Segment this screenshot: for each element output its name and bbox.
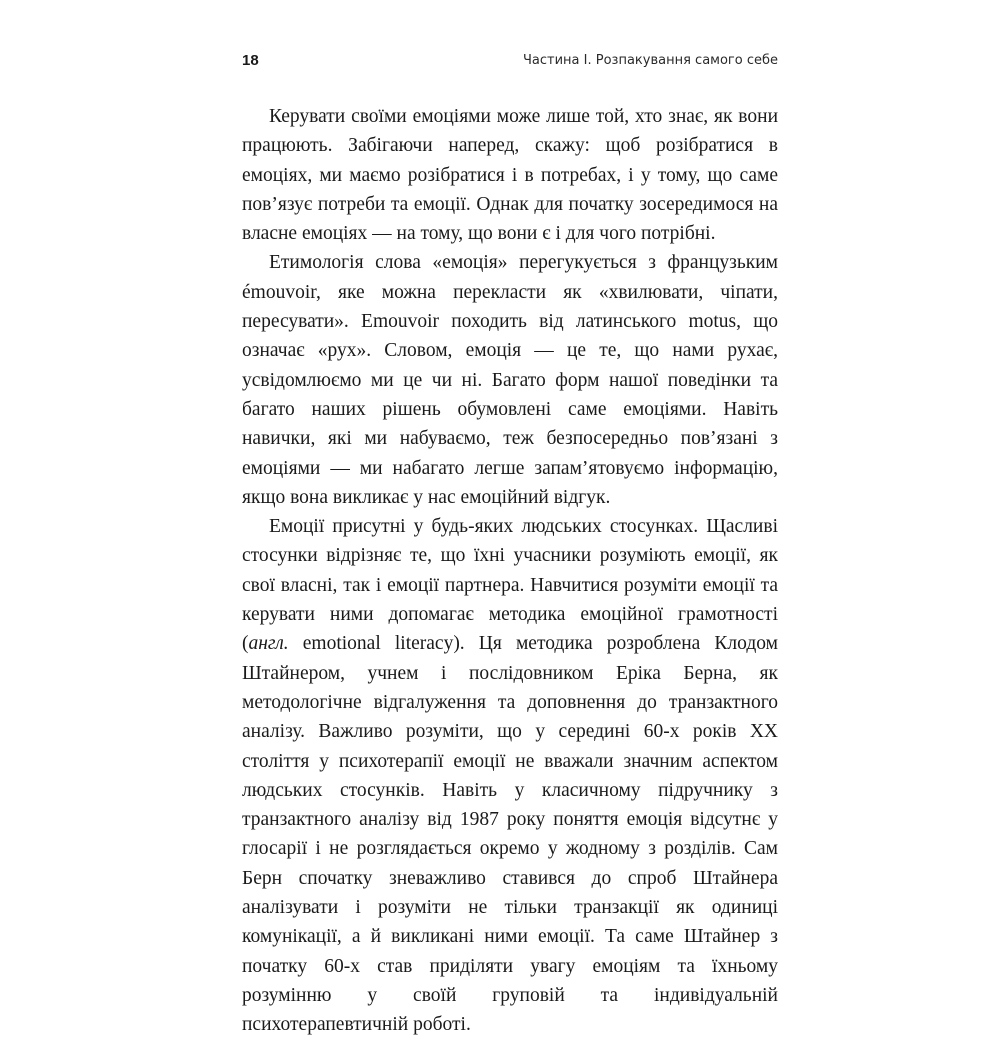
abbreviation-english: англ. <box>248 633 289 655</box>
paragraph-2: Етимологія слова «емоція» перегукується з французьким émouvoir, яке можна перекласти як «хвилювати, чіпати, пересувати». Emouvoir походить від латинського motus, що означає «рух». Словом, емоція — це те, що нами рухає, усвідомлюємо ми це чи ні. Багато форм нашої поведінки та багато наших рішень обумовлені саме емоціями. Навіть навички, які ми набуваємо, теж безпосередньо пов’язані з емоціями — ми набагато легше запам’ятовуємо інформацію, якщо вона викликає у нас емоційний відгук. <box>242 252 778 508</box>
paragraph-3 <box>242 512 778 1039</box>
running-header: Частина І. Розпакування самого себе <box>523 53 778 68</box>
paragraph-3-text-a: Емоції присутні у будь-яких людських стосунках. Щасливі стосунки відрізняє те, що їхні учасники розуміють емоції, як свої власні, так і емоції партнера. Навчитися розуміти емоції та керувати ними допомагає методика емоційної грамотності ( <box>242 516 778 655</box>
page-number: 18 <box>242 52 259 69</box>
body-text <box>242 102 778 1040</box>
paragraph-1: Керувати своїми емоціями може лише той, хто знає, як вони працюють. Забігаючи наперед, скажу: щоб розібратися в емоціях, ми маємо розібратися і в потребах, і у тому, що саме пов’язує потреби та емоції. Однак для початку зосередимося на власне емоціях — на тому, що вони є і для чого потрібні. <box>242 106 778 245</box>
paragraph-3-text-b: emotional literacy). Ця методика розроблена Клодом Штайнером, учнем і послідовником Еріка Берна, як методологічне відгалуження та доповнення до транзактного аналізу. Важливо розуміти, що у середині 60-х років XX століття у психотерапії емоції не вважали значним аспектом людських стосунків. Навіть у класичному підручнику з транзактного аналізу від 1987 року поняття емоція відсутнє у глосарії і не розглядається окремо у жодному з розділів. Сам Берн спочатку зневажливо ставився до спроб Штайнера аналізувати і розуміти не тільки транзакції як одиниці комунікації, а й викликані ними емоції. Та саме Штайнер з початку 60-х став приділяти увагу емоціям та їхньому розумінню у своїй груповій та індивідуальній психотерапевтичній роботі. <box>242 633 778 1036</box>
